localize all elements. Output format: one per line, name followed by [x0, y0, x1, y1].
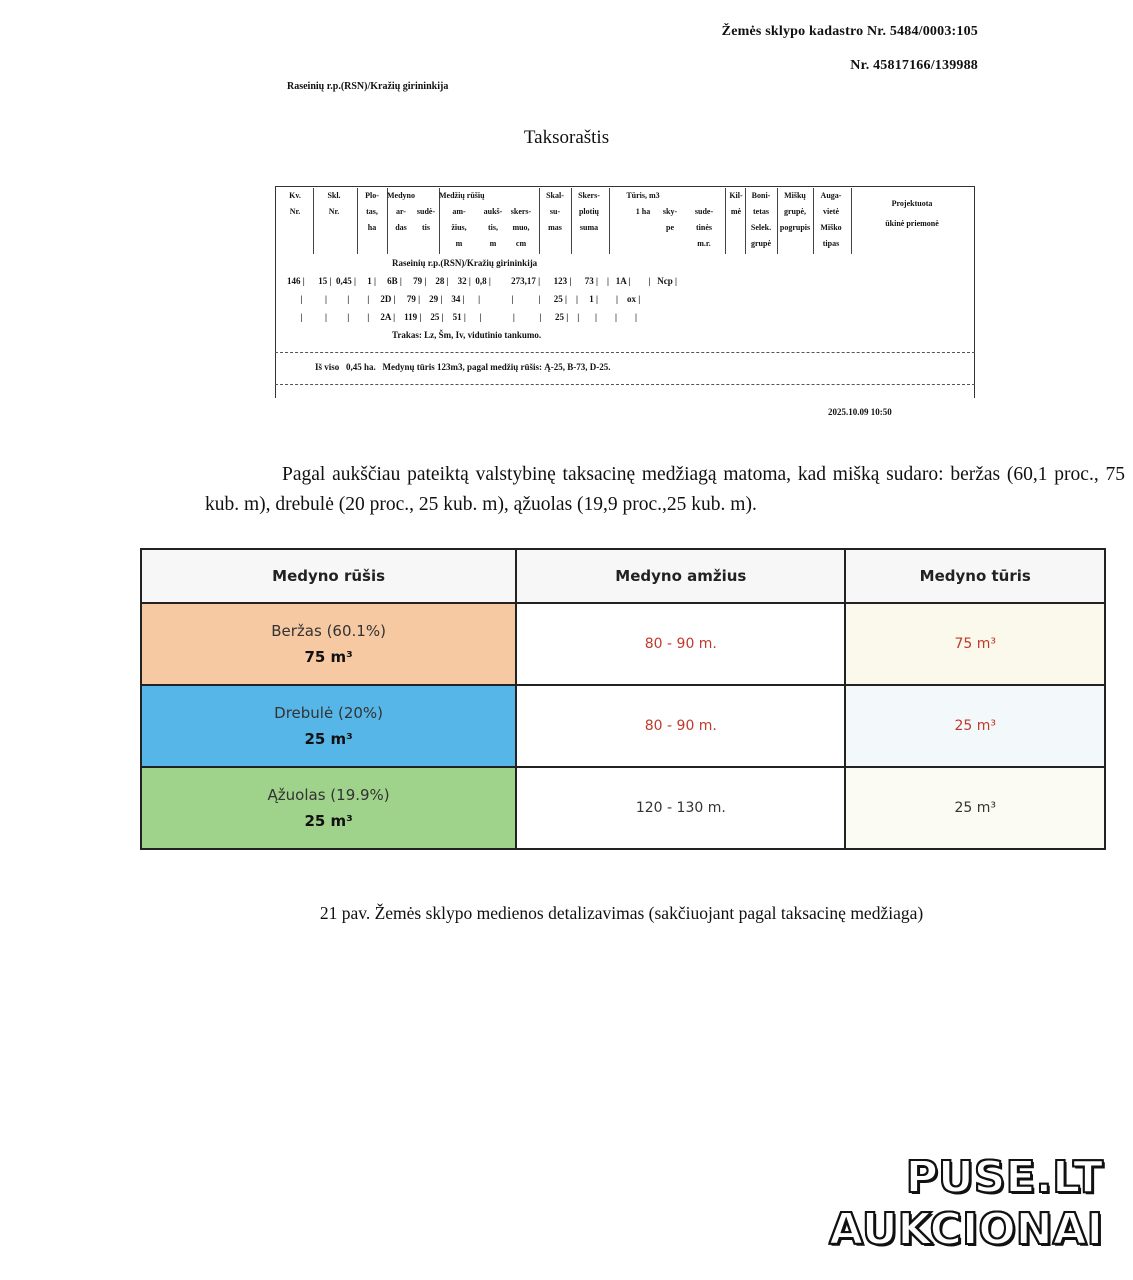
age-cell: 120 - 130 m. — [516, 767, 845, 849]
summary-header-row — [141, 549, 1105, 603]
watermark-line-1: PUSE.LT — [905, 1152, 1103, 1203]
header-volume: Medyno tūris — [845, 549, 1105, 603]
col-bonitetas: Boni- tetas Selek. grupė — [750, 191, 772, 248]
species-volume: 25 m³ — [304, 730, 353, 748]
col-kilme: Kil- mė — [729, 191, 743, 216]
species-volume: 25 m³ — [304, 812, 353, 830]
volume-cell: 75 m³ — [845, 603, 1105, 685]
forestry-unit-label: Raseinių r.p.(RSN)/Kražių girininkija — [287, 81, 449, 92]
col-augaviete: Augа- vietė Miško tipas — [820, 191, 842, 248]
volume-cell: 25 m³ — [845, 767, 1105, 849]
col-turis-1ha: Tūris, m3 1 ha — [626, 191, 660, 216]
species-summary-table — [140, 548, 1106, 850]
species-volume: 75 m³ — [304, 648, 353, 666]
print-timestamp: 2025.10.09 10:50 — [828, 407, 892, 417]
header-species: Medyno rūšis — [141, 549, 516, 603]
cadastral-number: Žemės sklypo kadastro Nr. 5484/0003:105 — [721, 24, 978, 39]
taxation-trakas: Trakas: Lz, Šm, Iv, vidutinio tankumo. — [392, 330, 542, 340]
col-skl: Skl. Nr. — [327, 191, 341, 216]
table-row — [141, 685, 1105, 767]
col-plotas: Plo- tas, ha — [365, 191, 379, 232]
figure-caption: 21 pav. Žemės sklypo medienos detalizavimas (sakčiuojant pagal taksacinę medžiaga) — [319, 903, 924, 923]
species-cell — [141, 767, 516, 849]
document-number: Nr. 45817166/139988 — [850, 58, 978, 73]
col-aukstis: aukš- tis, m — [483, 207, 503, 248]
col-turis-sklype: sky- pe — [662, 207, 678, 232]
table-row — [141, 767, 1105, 849]
taxation-row: 146 | 15 | 0,45 | 1 | 6B | 79 | 28 | 32 | 0,8 | 273,17 | 123 | 73 | | 1A | | Ncp | — [287, 276, 677, 286]
col-kv: Kv. Nr. — [289, 191, 301, 216]
table-row — [141, 603, 1105, 685]
body-paragraph: Pagal aukščiau pateiktą valstybinę taksacinę medžiagą matoma, kad mišką sudaro: beržas (60,1 proc., 75 kub. m), drebulė (20 proc., 25 kub. m), ąžuolas (19,9 proc.,25 kub. m). — [205, 464, 1125, 515]
species-name: Ąžuolas (19.9%) — [267, 786, 390, 804]
taxation-table-header — [275, 188, 975, 254]
taxation-table — [275, 186, 975, 398]
taxation-row: | | | | 2A | 119 | 25 | 51 | | | | 25 | | | | | — [287, 312, 637, 322]
document-title: Taksoraštis — [523, 127, 610, 148]
col-misku-grupe: Miškų grupė, pogrupis — [779, 191, 811, 232]
col-projektuota: Projektuota ūkinė priemonė — [885, 199, 939, 228]
age-cell: 80 - 90 m. — [516, 603, 845, 685]
species-cell — [141, 603, 516, 685]
volume-cell: 25 m³ — [845, 685, 1105, 767]
col-skersmuo: skers- muo, cm — [510, 207, 532, 248]
age-cell: 80 - 90 m. — [516, 685, 845, 767]
col-sudetis: sudė- tis — [416, 207, 436, 232]
species-name: Drebulė (20%) — [274, 704, 384, 722]
col-skersplociu: Skers- plotių suma — [578, 191, 600, 232]
taxation-row: | | | | 2D | 79 | 29 | 34 | | | | 25 | | 1 | | ox | — [287, 294, 641, 304]
col-turis-sudetines: sude- tinės m.r. — [694, 207, 714, 248]
species-cell — [141, 685, 516, 767]
taxation-group-label: Raseinių r.p.(RSN)/Kražių girininkija — [392, 258, 538, 268]
taxation-total: Iš viso 0,45 ha. Medynų tūris 123m3, pagal medžių rūšis: Ą-25, B-73, D-25. — [315, 362, 611, 372]
watermark-logo — [829, 1152, 1103, 1256]
col-ardas: Medyno ar- das — [387, 191, 415, 232]
col-amzius: Medžių rūšių am- žius, m — [439, 191, 485, 248]
col-skalsumas: Skal- su- mas — [546, 191, 564, 232]
watermark-line-2: AUKCIONAI — [829, 1204, 1103, 1255]
species-name: Beržas (60.1%) — [271, 622, 386, 640]
header-age: Medyno amžius — [516, 549, 845, 603]
